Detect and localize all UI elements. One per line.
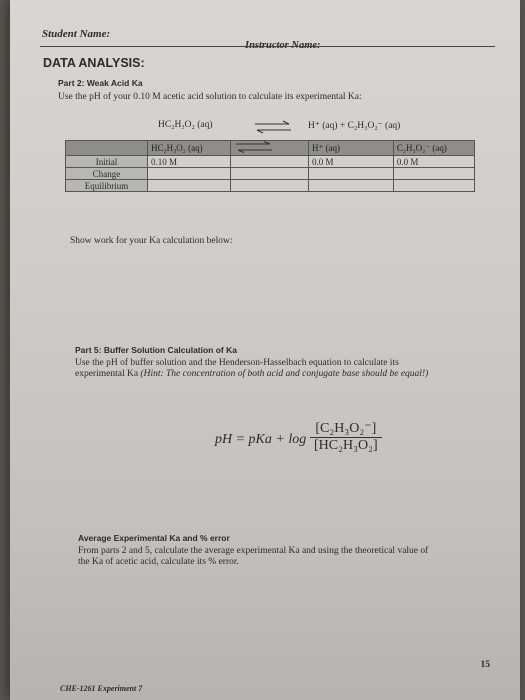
page-number: 15 bbox=[480, 660, 490, 670]
formula-numerator: [C₂H₃O₂⁻] bbox=[310, 420, 382, 438]
ice-header-blank bbox=[66, 141, 148, 156]
equilibrium-arrow-cell[interactable] bbox=[231, 180, 309, 192]
ice-table bbox=[65, 140, 475, 192]
equilibrium-acetate-cell[interactable] bbox=[393, 180, 474, 192]
table-row bbox=[66, 180, 475, 192]
row-label-initial: Initial bbox=[66, 156, 148, 168]
equation-reactant: HC₂H₃O₂ (aq) bbox=[158, 120, 213, 130]
change-arrow-cell[interactable] bbox=[231, 168, 309, 180]
worksheet-page bbox=[10, 0, 520, 700]
footer-label: CHE-1261 Experiment 7 bbox=[60, 684, 143, 693]
henderson-hasselbalch-formula bbox=[215, 420, 435, 470]
formula-lhs: pH = pKa + log bbox=[215, 432, 307, 447]
part5-instruction-line2 bbox=[75, 369, 505, 380]
initial-arrow-cell[interactable] bbox=[231, 156, 309, 168]
section-title: DATA ANALYSIS: bbox=[43, 56, 145, 70]
name-header bbox=[40, 28, 490, 54]
row-label-equilibrium: Equilibrium bbox=[66, 180, 148, 192]
equilibrium-equation bbox=[158, 120, 488, 136]
part2-instruction: Use the pH of your 0.10 M acetic acid solution to calculate its experimental Ka: bbox=[58, 92, 362, 102]
initial-acetate-cell[interactable]: 0.0 M bbox=[393, 156, 474, 168]
equilibrium-acid-cell[interactable] bbox=[147, 180, 230, 192]
ice-header-acetate: C₂H₃O₂⁻ (aq) bbox=[393, 141, 474, 156]
average-line1: From parts 2 and 5, calculate the average experimental Ka and using the theoretical value of bbox=[78, 546, 429, 556]
formula-denominator: [HC₂H₃O₂] bbox=[314, 438, 378, 453]
ice-header-acid: HC₂H₃O₂ (aq) bbox=[147, 141, 230, 156]
part2-title: Part 2: Weak Acid Ka bbox=[58, 78, 143, 88]
part5-title: Part 5: Buffer Solution Calculation of Ka bbox=[75, 345, 237, 355]
student-name-label: Student Name: bbox=[42, 28, 111, 40]
ice-header-arrow bbox=[231, 141, 309, 156]
part5-instruction-line1: Use the pH of buffer solution and the Henderson-Hasselbach equation to calculate its bbox=[75, 358, 399, 368]
part5-hint: (Hint: The concentration of both acid and conjugate base should be equal!) bbox=[140, 369, 429, 379]
equilibrium-arrows-icon bbox=[253, 120, 293, 134]
show-work-label: Show work for your Ka calculation below: bbox=[70, 236, 233, 246]
change-acid-cell[interactable] bbox=[147, 168, 230, 180]
formula-fraction bbox=[310, 420, 382, 454]
equilibrium-hydrogen-cell[interactable] bbox=[309, 180, 394, 192]
row-label-change: Change bbox=[66, 168, 148, 180]
initial-acid-cell[interactable]: 0.10 M bbox=[147, 156, 230, 168]
instructor-name-label: Instructor Name: bbox=[245, 40, 321, 51]
table-row bbox=[66, 168, 475, 180]
change-acetate-cell[interactable] bbox=[393, 168, 474, 180]
equation-products: H⁺ (aq) + C₂H₃O₂⁻ (aq) bbox=[308, 121, 401, 131]
part5-instruction-ka: experimental Ka bbox=[75, 369, 139, 379]
initial-hydrogen-cell[interactable]: 0.0 M bbox=[309, 156, 394, 168]
table-row bbox=[66, 156, 475, 168]
change-hydrogen-cell[interactable] bbox=[309, 168, 394, 180]
ice-header-hydrogen: H⁺ (aq) bbox=[309, 141, 394, 156]
average-title: Average Experimental Ka and % error bbox=[78, 533, 230, 543]
average-line2: the Ka of acetic acid, calculate its % error. bbox=[78, 557, 239, 567]
ice-table-header bbox=[66, 141, 475, 156]
table-equilibrium-arrows-icon bbox=[234, 141, 274, 153]
name-line bbox=[40, 46, 495, 47]
